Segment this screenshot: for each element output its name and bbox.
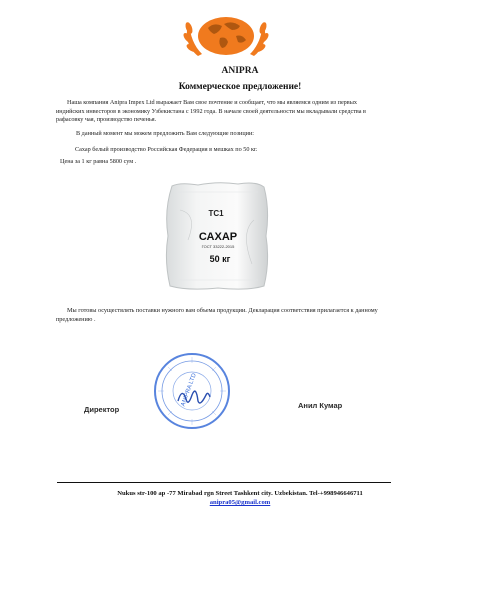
globe-laurel-icon <box>182 17 270 56</box>
price-line: Цена за 1 кг равна 5800 сум . <box>60 158 137 165</box>
bag-label-line2: САХАР <box>198 231 238 243</box>
signatory-role: Директор <box>84 405 120 414</box>
bag-label-line1: TC1 <box>208 209 224 218</box>
supply-paragraph: Мы готовы осуществлять поставки нужного вам объема продукции. Декларация соответствия прилагается к данному предложению . <box>56 307 378 323</box>
footer-divider <box>57 482 391 483</box>
offer-paragraph: В данный момент мы можем предложить Вам следующие позиции: <box>76 130 254 137</box>
sugar-bag-image <box>158 180 276 292</box>
email-link[interactable]: anipra05@gmail.com <box>209 499 271 506</box>
company-logo <box>180 10 272 62</box>
stamp-text: ANIPRA LTD <box>180 372 198 408</box>
bag-label-line3: ГОСТ 33222-2015 <box>201 244 235 249</box>
company-name: ANIPRA <box>221 66 259 76</box>
product-item: Сахар белый производство Российская Федерация в мешках по 50 кг. <box>75 146 258 153</box>
signatory-name: Анил Кумар <box>298 401 343 410</box>
footer-address: Nukus str-100 ap -77 Mirabad rgn Street Tashkent city. Uzbekistan. Tel-+998946646711 <box>117 490 363 497</box>
company-stamp <box>152 351 232 431</box>
bag-label-line4: 50 кг <box>209 254 231 264</box>
footer-email <box>0 499 480 506</box>
intro-paragraph: Наша компания Anipra Impex Ltd выражает Вам свое почтение и сообщает, что мы являемся одним из первых индийских инвесторов в экономику Узбекистана с 1992 года. В начале своей деятельности мы вкладывали средства в рафасовку чая, производство печенья. <box>56 99 366 124</box>
document-title: Коммерческое предложение! <box>178 82 302 92</box>
